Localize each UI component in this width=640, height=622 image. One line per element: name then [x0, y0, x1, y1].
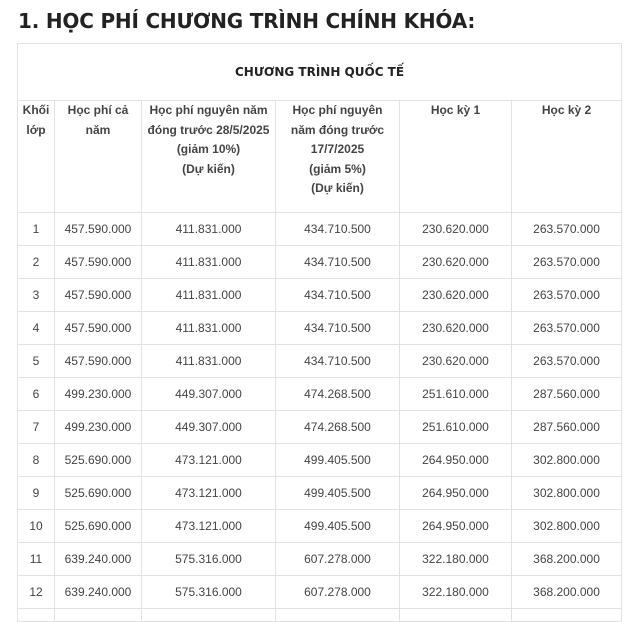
- early-10pct-cell: 473.121.000: [142, 510, 276, 543]
- header-line: Học kỳ 1: [430, 103, 481, 117]
- early-10pct-cell: 575.316.000: [142, 576, 276, 609]
- header-line: năm đóng trước: [290, 122, 385, 137]
- early-10pct-cell: 449.307.000: [142, 411, 276, 444]
- annual-fee-cell: 525.690.000: [55, 510, 142, 543]
- early-10pct-cell: 575.316.000: [142, 543, 276, 576]
- annual-fee-cell: 457.590.000: [55, 246, 142, 279]
- early-10pct-cell: 473.121.000: [142, 444, 276, 477]
- empty-cell: [18, 609, 55, 622]
- table-body: [18, 213, 622, 622]
- table-row: [18, 543, 622, 576]
- table-title: CHƯƠNG TRÌNH QUỐC TẾ: [18, 44, 622, 101]
- semester-1-cell: 322.180.000: [400, 543, 512, 576]
- semester-2-cell: 302.800.000: [512, 444, 622, 477]
- annual-fee-cell: 525.690.000: [55, 444, 142, 477]
- early-10pct-cell: 411.831.000: [142, 279, 276, 312]
- empty-cell: [276, 609, 400, 622]
- table-row: [18, 510, 622, 543]
- semester-1-cell: 230.620.000: [400, 345, 512, 378]
- table-row: [18, 213, 622, 246]
- semester-1-cell: 264.950.000: [400, 477, 512, 510]
- semester-1-cell: 251.610.000: [400, 378, 512, 411]
- semester-2-cell: 287.560.000: [512, 411, 622, 444]
- semester-2-cell: 263.570.000: [512, 213, 622, 246]
- early-5pct-cell: 499.405.500: [276, 477, 400, 510]
- semester-2-cell: 263.570.000: [512, 345, 622, 378]
- early-10pct-cell: 473.121.000: [142, 477, 276, 510]
- grade-cell: 6: [18, 378, 55, 411]
- early-10pct-cell: 449.307.000: [142, 378, 276, 411]
- annual-fee-cell: 499.230.000: [55, 411, 142, 444]
- grade-cell: 7: [18, 411, 55, 444]
- semester-2-cell: 287.560.000: [512, 378, 622, 411]
- early-10pct-cell: 411.831.000: [142, 246, 276, 279]
- semester-2-cell: 263.570.000: [512, 312, 622, 345]
- semester-1-cell: 264.950.000: [400, 510, 512, 543]
- header-line: năm: [85, 122, 111, 137]
- header-line: 17/7/2025: [310, 142, 365, 156]
- section-heading: 1. HỌC PHÍ CHƯƠNG TRÌNH CHÍNH KHÓA:: [18, 9, 476, 33]
- header-cell-semester-2: [512, 101, 622, 213]
- empty-cell: [400, 609, 512, 622]
- semester-1-cell: 230.620.000: [400, 279, 512, 312]
- annual-fee-cell: 457.590.000: [55, 312, 142, 345]
- semester-2-cell: 263.570.000: [512, 246, 622, 279]
- annual-fee-cell: 457.590.000: [55, 279, 142, 312]
- early-5pct-cell: 434.710.500: [276, 246, 400, 279]
- table-row: [18, 576, 622, 609]
- early-5pct-cell: 434.710.500: [276, 213, 400, 246]
- semester-2-cell: 302.800.000: [512, 477, 622, 510]
- grade-cell: 1: [18, 213, 55, 246]
- early-5pct-cell: 607.278.000: [276, 576, 400, 609]
- header-line: Học phí cả: [67, 103, 129, 117]
- header-line: Khối: [22, 103, 50, 117]
- grade-cell: 8: [18, 444, 55, 477]
- header-line: (giảm 10%): [176, 142, 241, 156]
- grade-cell: 9: [18, 477, 55, 510]
- annual-fee-cell: 499.230.000: [55, 378, 142, 411]
- header-cell-annual-fee: [55, 101, 142, 213]
- header-line: Học phí nguyên năm: [149, 103, 268, 117]
- annual-fee-cell: 457.590.000: [55, 345, 142, 378]
- annual-fee-cell: 457.590.000: [55, 213, 142, 246]
- header-cell-early-10pct: [142, 101, 276, 213]
- annual-fee-cell: 639.240.000: [55, 543, 142, 576]
- table-row: [18, 246, 622, 279]
- semester-2-cell: 368.200.000: [512, 576, 622, 609]
- early-5pct-cell: 434.710.500: [276, 345, 400, 378]
- header-line: (Dự kiến): [182, 161, 235, 176]
- header-line: Học kỳ 2: [541, 103, 592, 117]
- header-cell-early-5pct: [276, 101, 400, 213]
- early-5pct-cell: 499.405.500: [276, 444, 400, 477]
- grade-cell: 2: [18, 246, 55, 279]
- early-10pct-cell: 411.831.000: [142, 345, 276, 378]
- semester-2-cell: 263.570.000: [512, 279, 622, 312]
- table-row: [18, 279, 622, 312]
- empty-cell: [142, 609, 276, 622]
- header-row: [18, 101, 622, 213]
- early-5pct-cell: 499.405.500: [276, 510, 400, 543]
- grade-cell: 5: [18, 345, 55, 378]
- semester-1-cell: 230.620.000: [400, 246, 512, 279]
- header-cell-grade: [18, 101, 55, 213]
- semester-1-cell: 230.620.000: [400, 213, 512, 246]
- empty-cell: [512, 609, 622, 622]
- header-line: lớp: [26, 122, 46, 137]
- early-5pct-cell: 434.710.500: [276, 312, 400, 345]
- early-5pct-cell: 434.710.500: [276, 279, 400, 312]
- semester-1-cell: 264.950.000: [400, 444, 512, 477]
- annual-fee-cell: 639.240.000: [55, 576, 142, 609]
- semester-2-cell: 302.800.000: [512, 510, 622, 543]
- table-row: [18, 411, 622, 444]
- early-5pct-cell: 607.278.000: [276, 543, 400, 576]
- table-row: [18, 312, 622, 345]
- grade-cell: 12: [18, 576, 55, 609]
- grade-cell: 10: [18, 510, 55, 543]
- semester-1-cell: 322.180.000: [400, 576, 512, 609]
- semester-1-cell: 230.620.000: [400, 312, 512, 345]
- early-5pct-cell: 474.268.500: [276, 378, 400, 411]
- empty-cell: [55, 609, 142, 622]
- table-row: [18, 444, 622, 477]
- semester-2-cell: 368.200.000: [512, 543, 622, 576]
- table-row: [18, 345, 622, 378]
- grade-cell: 4: [18, 312, 55, 345]
- table-row: [18, 609, 622, 622]
- header-line: đóng trước 28/5/2025: [147, 122, 270, 137]
- table-row: [18, 378, 622, 411]
- early-5pct-cell: 474.268.500: [276, 411, 400, 444]
- tuition-table: [17, 43, 622, 622]
- early-10pct-cell: 411.831.000: [142, 312, 276, 345]
- header-line: (Dự kiến): [311, 181, 364, 195]
- grade-cell: 11: [18, 543, 55, 576]
- header-line: (giảm 5%): [309, 161, 366, 176]
- early-10pct-cell: 411.831.000: [142, 213, 276, 246]
- header-cell-semester-1: [400, 101, 512, 213]
- grade-cell: 3: [18, 279, 55, 312]
- header-line: Học phí nguyên: [292, 103, 383, 117]
- table-row: [18, 477, 622, 510]
- annual-fee-cell: 525.690.000: [55, 477, 142, 510]
- semester-1-cell: 251.610.000: [400, 411, 512, 444]
